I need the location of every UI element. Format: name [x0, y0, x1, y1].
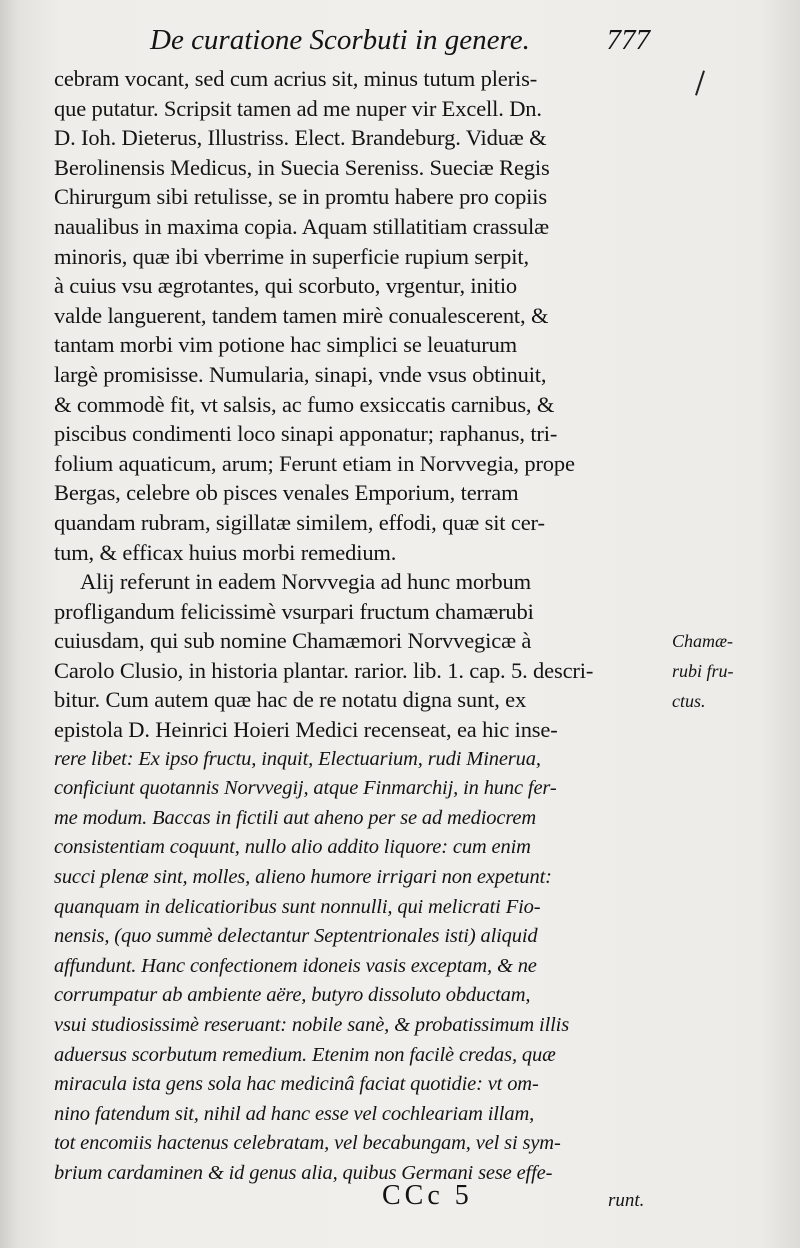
- text-line: Carolo Clusio, in historia plantar. rarior. lib. 1. cap. 5. descri-: [54, 657, 594, 683]
- text-line: affundunt. Hanc confectionem idoneis vasis exceptam, & ne: [54, 954, 537, 977]
- body-text: [54, 64, 666, 1189]
- text-line: à cuius vsu ægrotantes, qui scorbuto, vrgentur, initio: [54, 273, 518, 299]
- text-line: vsui studiosissimè reseruant: nobile sanè, & probatissimum illis: [54, 1014, 570, 1036]
- text-line: succi plenæ sint, molles, alieno humore irrigari non expetunt:: [54, 866, 552, 889]
- text-line: aduersus scorbutum remedium. Etenim non facilè credas, quæ: [54, 1043, 556, 1066]
- text-line: naualibus in maxima copia. Aquam stillatitiam crassulæ: [54, 213, 549, 239]
- page-header: [150, 24, 650, 58]
- text-line: & commodè fit, vt salsis, ac fumo exsiccatis carnibus, &: [54, 391, 555, 417]
- text-line: me modum. Baccas in fictili aut aheno per se ad mediocrem: [54, 806, 537, 829]
- text-line: valde languerent, tandem tamen mirè conualescerent, &: [54, 302, 549, 328]
- text-line: corrumpatur ab ambiente aëre, butyro dissoluto obductam,: [54, 984, 531, 1007]
- text-line: Bergas, celebre ob pisces venales Emporium, terram: [54, 480, 519, 506]
- text-line: miracula ista gens sola hac medicinâ faciat quotidie: vt om-: [54, 1073, 539, 1096]
- text-line: conficiunt quotannis Norvvegij, atque Finmarchij, in hunc fer-: [54, 777, 557, 800]
- text-line: epistola D. Heinrici Hoieri Medici recenseat, ea hic inse-: [54, 717, 558, 743]
- text-line: profligandum felicissimè vsurpari fructum chamærubi: [54, 598, 534, 624]
- running-title: De curatione Scorbuti in genere.: [150, 24, 530, 56]
- text-line: rere libet: Ex ipso fructu, inquit, Electuarium, rudi Minerua,: [54, 747, 541, 770]
- text-line: tot encomiis hactenus celebratam, vel becabungam, vel si sym-: [54, 1132, 561, 1155]
- text-line: piscibus condimenti loco sinapi apponatur; raphanus, tri-: [54, 421, 558, 447]
- text-line: Chirurgum sibi retulisse, se in promtu habere pro copiis: [54, 184, 547, 210]
- page-number: 777: [606, 24, 650, 56]
- text-line: minoris, quæ ibi vberrime in superficie rupium serpit,: [54, 243, 529, 269]
- marginal-note-line: Chamæ-: [672, 631, 734, 651]
- signature-mark: CCc 5: [382, 1180, 473, 1211]
- text-line: Alij referunt in eadem Norvvegia ad hunc morbum: [80, 569, 531, 595]
- catchword: runt.: [608, 1190, 645, 1211]
- text-line: brium cardaminen & id genus alia, quibus Germani sese effe-: [54, 1161, 553, 1184]
- text-line: D. Ioh. Dieterus, Illustriss. Elect. Brandeburg. Viduæ &: [54, 125, 547, 151]
- text-line: que putatur. Scripsit tamen ad me nuper vir Excell. Dn.: [54, 95, 542, 121]
- text-line: nino fatendum sit, nihil ad hanc esse vel cochleariam illam,: [54, 1102, 535, 1125]
- text-line: nensis, (quo summè delectantur Septentrionales isti) aliquid: [54, 925, 538, 948]
- text-line: consistentiam coquunt, nullo alio addito liquore: cum enim: [54, 836, 531, 859]
- margin-mark: [695, 70, 705, 95]
- text-line: cuiusdam, qui sub nomine Chamæmori Norvvegicæ à: [54, 628, 532, 654]
- marginal-note: [672, 626, 792, 716]
- text-line: tantam morbi vim potione hac simplici se leuaturum: [54, 332, 518, 358]
- text-line: cebram vocant, sed cum acrius sit, minus tutum pleris-: [54, 66, 538, 91]
- text-line: folium aquaticum, arum; Ferunt etiam in Norvvegia, prope: [54, 450, 575, 476]
- text-line: Berolinensis Medicus, in Suecia Sereniss. Sueciæ Regis: [54, 154, 550, 180]
- marginal-note-line: ctus.: [672, 691, 706, 711]
- text-line: largè promisisse. Numularia, sinapi, vnde vsus obtinuit,: [54, 361, 547, 387]
- marginal-note-line: rubi fru-: [672, 661, 734, 681]
- text-line: tum, & efficax huius morbi remedium.: [54, 539, 397, 565]
- text-line: bitur. Cum autem quæ hac de re notatu digna sunt, ex: [54, 687, 527, 713]
- text-line: quandam rubram, sigillatæ similem, effodi, quæ sit cer-: [54, 509, 545, 535]
- text-line: quanquam in delicatioribus sunt nonnulli, qui melicrati Fio-: [54, 895, 541, 918]
